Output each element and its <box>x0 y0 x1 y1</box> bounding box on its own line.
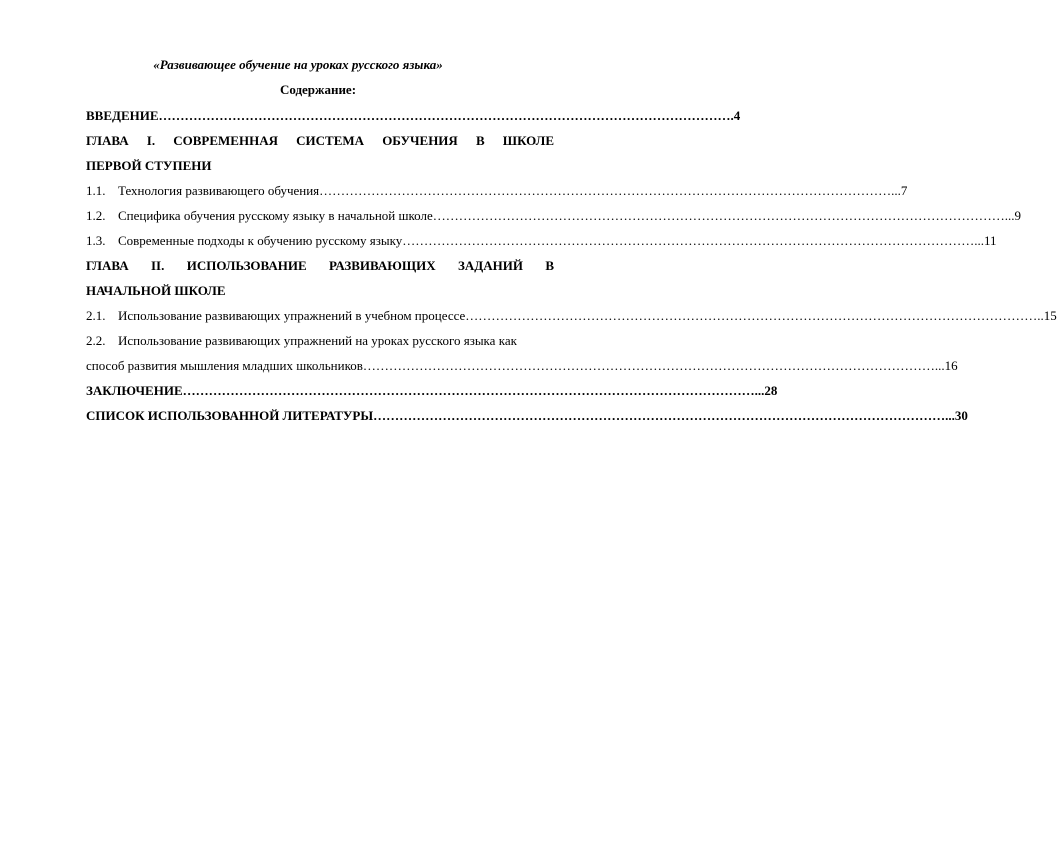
toc-section-number: 1.3. <box>86 233 106 248</box>
toc-leader-dots <box>465 307 1037 325</box>
toc-page-number: ..15 <box>1037 308 1057 323</box>
toc-page-number: ...11 <box>974 233 997 248</box>
toc-leader-dots <box>319 182 891 200</box>
toc-entry-text: Специфика обучения русскому языку в начальной школе <box>118 208 433 223</box>
toc-entry-intro <box>86 107 741 125</box>
toc-section-number: 2.1. <box>86 308 106 323</box>
toc-chapter-line: ГЛАВА II. ИСПОЛЬЗОВАНИЕ РАЗВИВАЮЩИХ ЗАДАНИЙ В <box>86 258 554 273</box>
toc-entry-text: Технология развивающего обучения <box>118 183 320 198</box>
contents-heading: Содержание: <box>279 82 357 97</box>
toc-page-number: .4 <box>730 108 741 123</box>
toc-chapter-line: ГЛАВА I. СОВРЕМЕННАЯ СИСТЕМА ОБУЧЕНИЯ В ШКОЛЕ <box>86 133 554 148</box>
toc-page-number: ...30 <box>945 408 968 423</box>
toc-leader-dots <box>373 407 945 425</box>
toc-entry-references <box>86 407 968 425</box>
document-title: «Развивающее обучение на уроках русского языка» <box>153 57 443 72</box>
toc-chapter-line: НАЧАЛЬНОЙ ШКОЛЕ <box>86 283 226 298</box>
toc-entry-2-1 <box>86 307 1057 325</box>
toc-entry-text: Использование развивающих упражнений в учебном процессе <box>118 308 466 323</box>
toc-entry-1-2 <box>86 207 1021 225</box>
toc-leader-dots <box>159 107 731 125</box>
toc-entry-2-2 <box>86 332 958 375</box>
toc-leader-dots <box>433 207 1005 225</box>
toc-leader-dots <box>183 382 755 400</box>
toc-entry-text: ВВЕДЕНИЕ <box>86 108 159 123</box>
toc-page-number: ...16 <box>934 358 958 373</box>
toc-entry-text: ЗАКЛЮЧЕНИЕ <box>86 383 183 398</box>
toc-entry-conclusion <box>86 382 778 400</box>
toc-entry-1-3 <box>86 232 997 250</box>
toc-entry-text: способ развития мышления младших школьников <box>86 358 363 373</box>
table-of-contents <box>86 107 1057 432</box>
toc-entry-chapter-2 <box>86 257 554 300</box>
toc-leader-dots <box>363 357 935 375</box>
toc-page-number: ...9 <box>1004 208 1021 223</box>
toc-entry-text: Современные подходы к обучению русскому языку <box>118 233 403 248</box>
toc-section-number: 2.2. <box>86 333 106 348</box>
toc-page-number: ...28 <box>754 383 778 398</box>
toc-entry-1-1 <box>86 182 908 200</box>
toc-entry-text: Использование развивающих упражнений на уроках русского языка как <box>118 333 517 348</box>
toc-chapter-line: ПЕРВОЙ СТУПЕНИ <box>86 158 212 173</box>
toc-entry-text: СПИСОК ИСПОЛЬЗОВАННОЙ ЛИТЕРАТУРЫ <box>86 408 374 423</box>
toc-section-number: 1.2. <box>86 208 106 223</box>
toc-leader-dots <box>402 232 974 250</box>
toc-section-number: 1.1. <box>86 183 106 198</box>
toc-page-number: ...7 <box>891 183 908 198</box>
toc-entry-chapter-1 <box>86 132 554 175</box>
